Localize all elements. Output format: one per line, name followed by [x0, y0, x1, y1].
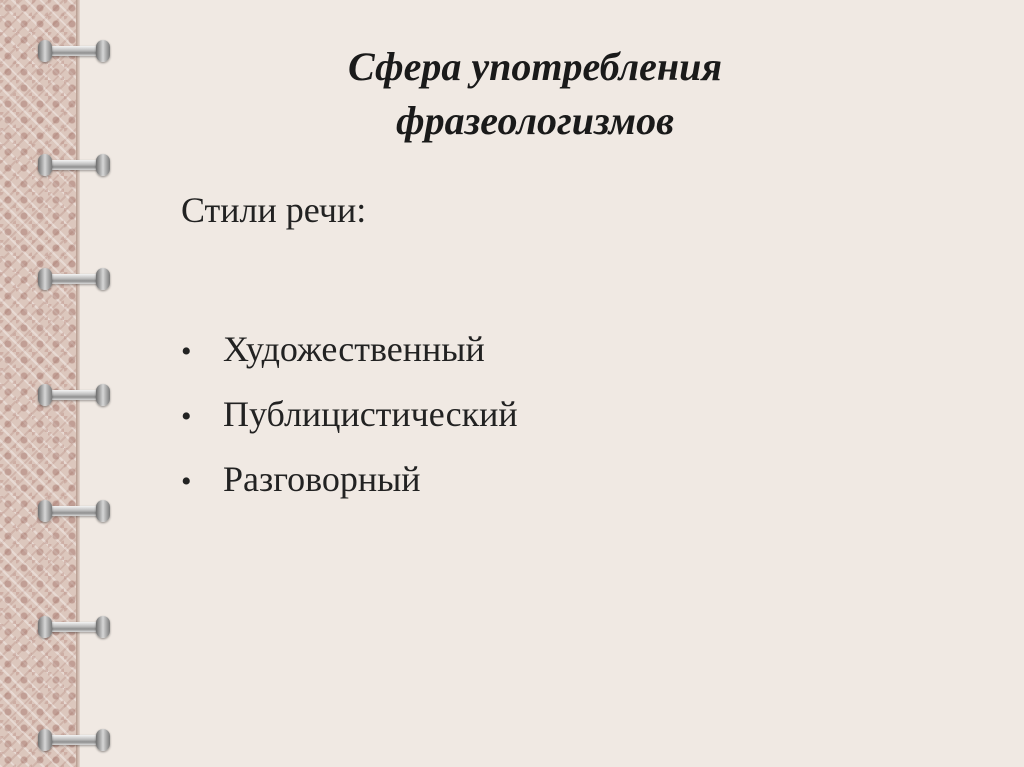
list-item [181, 448, 518, 513]
binder-ring-icon [38, 498, 110, 524]
bullet-icon: • [181, 335, 192, 368]
list-item [181, 383, 518, 448]
bullet-icon: • [181, 465, 192, 498]
binder-ring-icon [38, 38, 110, 64]
list-item-label: Разговорный [223, 459, 421, 499]
binder-ring-icon [38, 382, 110, 408]
list-item-label: Художественный [223, 329, 485, 369]
bullet-list [181, 318, 518, 513]
list-item [181, 318, 518, 383]
binder-ring-icon [38, 614, 110, 640]
binder-ring-icon [38, 727, 110, 753]
section-heading: Стили речи: [181, 190, 367, 230]
slide-title-line-2: фразеологизмов [396, 98, 674, 143]
binder-ring-icon [38, 266, 110, 292]
bullet-icon: • [181, 400, 192, 433]
binder-ring-icon [38, 152, 110, 178]
slide-title-line-1: Сфера употребления [348, 44, 722, 89]
slide-title [230, 40, 840, 148]
list-item-label: Публицистический [223, 394, 518, 434]
